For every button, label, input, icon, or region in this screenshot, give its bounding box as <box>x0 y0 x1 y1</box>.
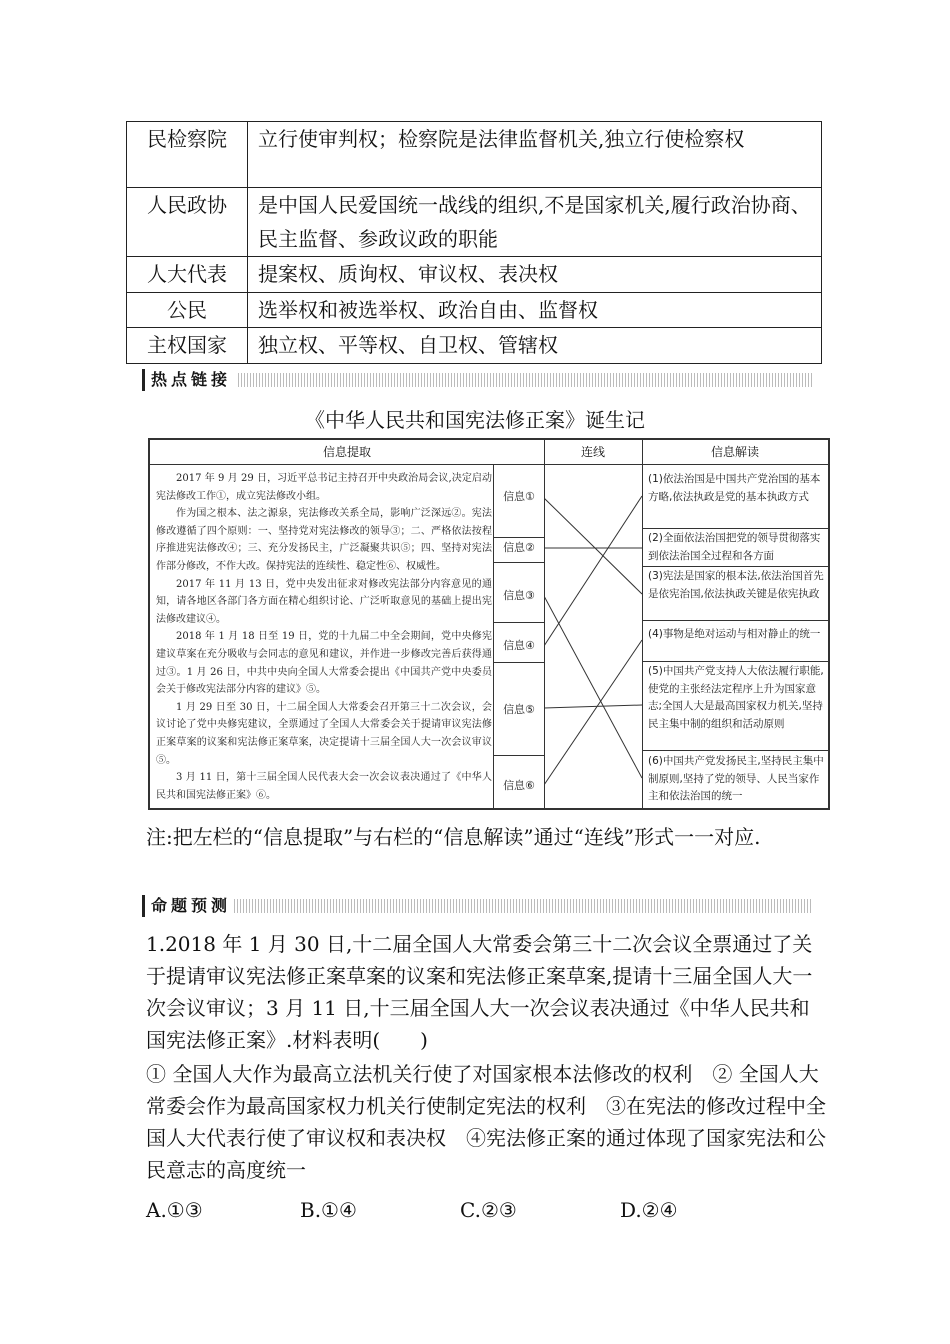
link-line-6 <box>544 640 642 785</box>
table-row <box>127 293 822 328</box>
connection-lines <box>544 440 642 808</box>
option-c[interactable]: C.②③ <box>460 1198 517 1222</box>
cell-border <box>493 662 545 663</box>
subject-cell: 人大代表 <box>127 257 248 293</box>
cell-border <box>642 750 828 751</box>
cell-border <box>493 755 545 756</box>
cell-border <box>642 661 828 662</box>
table-row <box>127 328 822 364</box>
cell-border <box>493 562 545 563</box>
extract-paragraph: 1 月 29 日至 30 日，十二届全国人大常委会召开第三十二次会议，会议讨论了党中央修宪建议，全票通过了全国人大常委会关于提请审议宪法修正案草案的议案和宪法修正案草案，决定提请十三届全国人大一次会议审议⑤。 <box>156 701 492 766</box>
subject-cell: 民检察院 <box>127 122 248 188</box>
cell-border <box>493 537 545 538</box>
table-row <box>127 257 822 293</box>
extract-paragraph: 2017 年 9 月 29 日，习近平总书记主持召开中央政治局会议,决定启动宪法修改工作①，成立宪法修改小组。 <box>156 473 492 502</box>
hot-link-banner <box>142 369 812 391</box>
info-label: 信息③ <box>503 589 535 602</box>
link-line-4 <box>544 496 642 646</box>
info-label: 信息④ <box>503 639 535 652</box>
divider <box>493 464 494 808</box>
table-row <box>127 122 822 188</box>
cell-border <box>642 528 828 529</box>
content-cell: 独立权、平等权、自卫权、管辖权 <box>248 328 822 364</box>
link-line-1 <box>544 498 642 594</box>
content-cell: 提案权、质询权、审议权、表决权 <box>248 257 822 293</box>
prediction-tag: 命题预测 <box>142 895 237 917</box>
interpretation: (1)依法治国是中国共产党治国的基本方略,依法执政是党的基本执政方式 <box>648 473 821 503</box>
hot-link-title: 《中华人民共和国宪法修正案》诞生记 <box>305 408 645 432</box>
info-label: 信息① <box>503 490 535 503</box>
interpretation: (5)中国共产党支持人大依法履行职能,使党的主张经法定程序上升为国家意志;全国人大是最高国家权力机关,坚持民主集中制的组织和活动原则 <box>648 665 824 730</box>
info-label: 信息⑤ <box>503 703 535 716</box>
cell-border <box>642 620 828 621</box>
header-interpret: 信息解读 <box>642 440 828 465</box>
question-stem: 1.2018 年 1 月 30 日,十二届全国人大常委会第三十二次会议全票通过了关于提请审议宪法修正案草案的议案和宪法修正案草案,提请十三届全国人大一次会议审议；3 月 11 日,十三届全国人大一次会议表决通过《中华人民共和国宪法修正案》.材料表明( ) <box>146 932 813 1052</box>
info-matching-table <box>148 438 830 810</box>
subject-cell: 公民 <box>127 293 248 328</box>
interpretation: (2)全面依法治国把党的领导贯彻落实到依法治国全过程和各方面 <box>648 532 821 562</box>
option-d[interactable]: D.②④ <box>620 1198 678 1222</box>
extract-paragraph: 2017 年 11 月 13 日，党中央发出征求对修改宪法部分内容意见的通知，请各地区各部门各方面在精心组织讨论、广泛听取意见的基础上提出宪法修改建议④。 <box>156 578 492 625</box>
banner-hatch <box>238 373 812 387</box>
option-b[interactable]: B.①④ <box>300 1198 357 1222</box>
extract-text <box>156 470 492 804</box>
cell-border <box>642 566 828 567</box>
extract-paragraph: 2018 年 1 月 18 日至 19 日，党的十九届二中全会期间，党中央修宪建议草案在充分吸收与会同志的意见和建议，并作进一步修改完善后获得通过③。1 月 26 日，中共中央向全国人大常委会提出《中国共产党中央委员会关于修改宪法部分内容的建议》⑤。 <box>156 631 492 696</box>
extract-paragraph: 作为国之根本、法之源泉，宪法修改关系全局，影响广泛深远②。宪法修改遵循了四个原则：一、坚持党对宪法修改的领导③；二、严格依法按程序推进宪法修改④；三、充分发扬民主，广泛凝聚共识⑤；四、坚持对宪法作部分修改，不作大改。保持宪法的连续性、稳定性⑥、权威性。 <box>156 508 492 572</box>
banner-hatch <box>234 899 812 913</box>
subject-cell: 人民政协 <box>127 188 248 257</box>
table-row <box>127 188 822 257</box>
interpretation: (3)宪法是国家的根本法,依法治国首先是依宪治国,依法执政关键是依宪执政 <box>648 570 824 600</box>
content-cell: 是中国人民爱国统一战线的组织,不是国家机关,履行政治协商、民主监督、参政议政的职能 <box>248 188 822 257</box>
info-label: 信息⑥ <box>503 779 535 792</box>
link-line-5 <box>544 705 642 708</box>
note-text: 注:把左栏的“信息提取”与右栏的“信息解读”通过“连线”形式一一对应. <box>146 825 761 849</box>
header-link: 连线 <box>544 440 642 465</box>
cell-border <box>493 622 545 623</box>
header-extract: 信息提取 <box>150 440 544 465</box>
prediction-banner <box>142 895 812 917</box>
interpretation: (6)中国共产党发扬民主,坚持民主集中制原则,坚持了党的领导、人民当家作主和依法治国的统一 <box>648 755 824 802</box>
content-cell: 立行使审判权；检察院是法律监督机关,独立行使检察权 <box>248 122 822 188</box>
rights-table <box>126 121 822 364</box>
divider <box>642 440 643 808</box>
hot-link-tag: 热点链接 <box>142 369 237 391</box>
content-cell: 选举权和被选举权、政治自由、监督权 <box>248 293 822 328</box>
question-statements: ① 全国人大作为最高立法机关行使了对国家根本法修改的权利 ② 全国人大常委会作为最高国家权力机关行使制定宪法的权利 ③在宪法的修改过程中全国人大代表行使了审议权和表决权 ④宪法修正案的通过体现了国家宪法和公民意志的高度统一 <box>146 1062 826 1182</box>
info-label: 信息② <box>503 541 535 554</box>
extract-paragraph: 3 月 11 日，第十三届全国人民代表大会一次会议表决通过了《中华人民共和国宪法修正案》⑥。 <box>156 772 492 801</box>
option-a[interactable]: A.①③ <box>146 1198 203 1222</box>
interpretation: (4)事物是绝对运动与相对静止的统一 <box>648 628 821 640</box>
subject-cell: 主权国家 <box>127 328 248 364</box>
